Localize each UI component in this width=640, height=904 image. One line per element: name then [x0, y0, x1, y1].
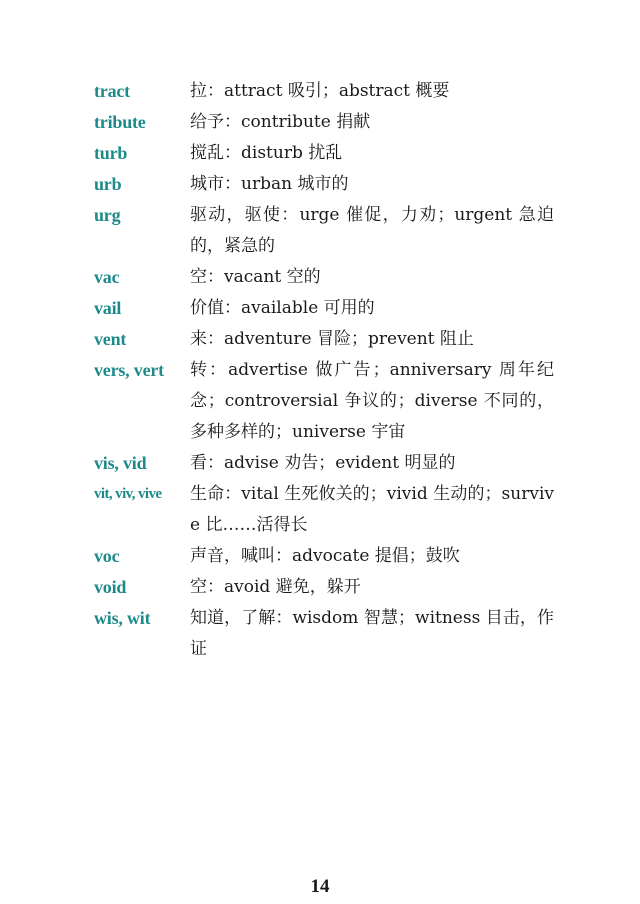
entry-vac — [94, 262, 554, 293]
entry-wis-wit — [94, 603, 554, 665]
root-term: wis, wit — [94, 608, 151, 628]
entry-vent — [94, 324, 554, 355]
root-meaning: 知道，了解：wisdom 智慧；witness 目击，作证 — [190, 608, 554, 659]
root-term: urb — [94, 174, 122, 194]
entry-tribute — [94, 107, 554, 138]
root-meaning: 驱动，驱使：urge 催促，力劝；urgent 急迫的，紧急的 — [190, 205, 554, 256]
root-term: urg — [94, 205, 121, 225]
root-meaning: 声音，喊叫：advocate 提倡；鼓吹 — [190, 546, 460, 566]
root-meaning: 价值：available 可用的 — [190, 298, 375, 318]
entry-voc — [94, 541, 554, 572]
root-term: tribute — [94, 112, 146, 132]
root-term: vail — [94, 298, 122, 318]
page-number: 14 — [310, 876, 330, 897]
entry-urg — [94, 200, 554, 262]
root-term: vers, vert — [94, 360, 164, 380]
root-meaning: 转：advertise 做广告；anniversary 周年纪念；controversial 争议的；diverse 不同的，多种多样的；universe 宇宙 — [190, 360, 554, 442]
root-term: tract — [94, 81, 130, 101]
root-term: voc — [94, 546, 120, 566]
entry-tract — [94, 76, 554, 107]
root-meaning: 给予：contribute 捐献 — [190, 112, 371, 132]
root-term: vac — [94, 267, 120, 287]
root-meaning: 生命：vital 生死攸关的；vivid 生动的；survive 比……活得长 — [190, 484, 554, 535]
root-meaning: 看：advise 劝告；evident 明显的 — [190, 453, 456, 473]
entry-vis-vid — [94, 448, 554, 479]
root-meaning: 空：avoid 避免，躲开 — [190, 577, 361, 597]
root-meaning: 搅乱：disturb 扰乱 — [190, 143, 343, 163]
root-term: void — [94, 577, 127, 597]
root-term: turb — [94, 143, 128, 163]
root-meaning: 城市：urban 城市的 — [190, 174, 349, 194]
root-meaning: 来：adventure 冒险；prevent 阻止 — [190, 329, 474, 349]
root-meaning: 空：vacant 空的 — [190, 267, 321, 287]
root-meaning: 拉：attract 吸引；abstract 概要 — [190, 81, 450, 101]
entry-vit-viv-vive — [94, 479, 554, 541]
root-term: vit, viv, vive — [94, 486, 162, 502]
word-root-list — [94, 76, 554, 665]
entry-void — [94, 572, 554, 603]
entry-turb — [94, 138, 554, 169]
entry-urb — [94, 169, 554, 200]
entry-vail — [94, 293, 554, 324]
root-term: vis, vid — [94, 453, 147, 473]
root-term: vent — [94, 329, 127, 349]
entry-vers-vert — [94, 355, 554, 448]
